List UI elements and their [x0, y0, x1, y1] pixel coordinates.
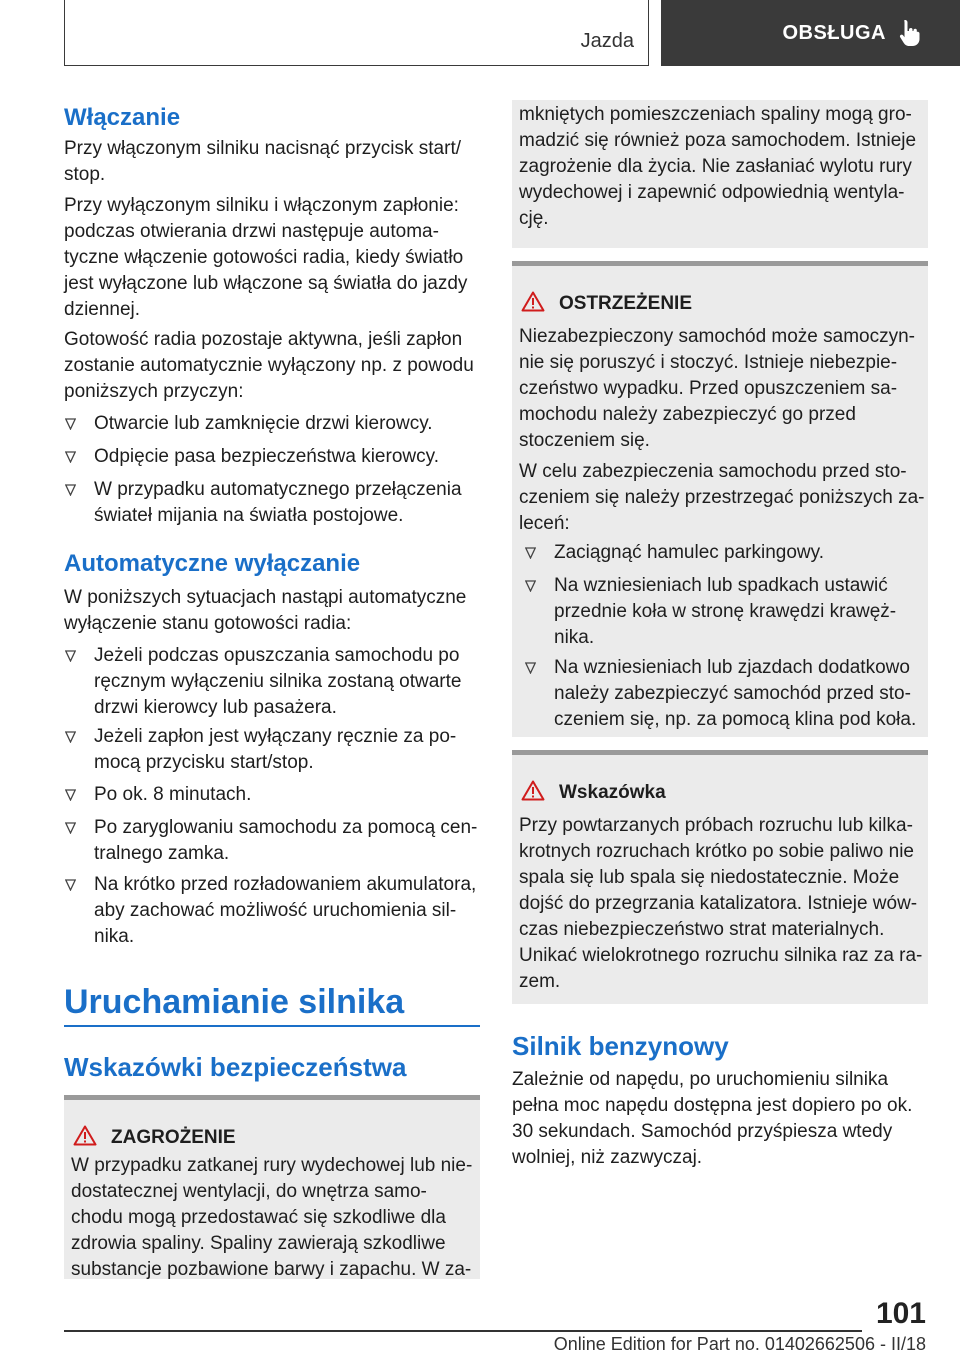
danger-title: ZAGROŻENIE	[111, 1127, 236, 1148]
heading-automatyczne: Automatyczne wyłączanie	[64, 550, 361, 577]
heading-silnik-benzynowy: Silnik benzynowy	[512, 1031, 729, 1061]
list-item	[64, 643, 480, 721]
note-box	[512, 750, 928, 1004]
footer-edition: Online Edition for Part no. 01402662506 - II/18	[553, 1334, 926, 1354]
bullet-triangle-icon	[525, 662, 536, 674]
list-item-text: Po zaryglowaniu samochodu za pomocą cen- tralnego zamka.	[94, 817, 478, 864]
note-text: Przy powtarzanych próbach rozruchu lub kilka- krotnych rozruchach krótko po sobie paliwo nie spala się lub spala się niedostatecznie. Może dojść do przegrzania katalizatora. Istnieje wów- czas niebezpieczeństwo strat materialnych. Unikać wielokrotnego rozruchu silnika raz za ra- zem.	[519, 815, 923, 992]
warning-paragraph-2: W celu zabezpieczenia samochodu przed sto- czeniem się należy przestrzegać poniższych za- leceń:	[519, 461, 925, 534]
warning-box	[512, 261, 928, 737]
danger-box	[64, 1095, 480, 1279]
warning-triangle-icon	[521, 291, 545, 312]
heading-wskazowki: Wskazówki bezpieczeństwa	[64, 1052, 407, 1082]
list-item	[64, 724, 480, 776]
danger-box-continued	[512, 100, 928, 248]
list-item	[64, 444, 480, 470]
paragraph-benzynowy: Zależnie od napędu, po uruchomieniu silnika pełna moc napędu dostępna jest dopiero po ok. 30 sekundach. Samochód przyśpiesza wtedy wolniej, niż zazwyczaj.	[512, 1069, 913, 1168]
note-title: Wskazówka	[559, 782, 666, 803]
heading-uruchamianie: Uruchamianie silnika	[64, 983, 405, 1021]
footer-rule	[64, 1330, 862, 1332]
header-tab-label: OBSŁUGA	[782, 21, 886, 44]
paragraph-start-stop: Przy włączonym silniku nacisnąć przycisk start/ stop.	[64, 138, 461, 185]
bullet-triangle-icon	[65, 650, 76, 662]
list-item-text: Jeżeli zapłon jest wyłączany ręcznie za po- mocą przycisku start/stop.	[94, 726, 457, 773]
list-item	[524, 540, 924, 566]
list-item-text: Na wzniesieniach lub spadkach ustawić przednie koła w stronę krawędzi krawęż- nika.	[554, 575, 897, 648]
list-item	[64, 782, 480, 808]
list-item	[64, 477, 480, 529]
bullet-triangle-icon	[65, 789, 76, 801]
header-tab	[661, 0, 960, 66]
bullet-triangle-icon	[65, 484, 76, 496]
heading-wlaczanie: Włączanie	[64, 104, 181, 131]
list-item-text: Jeżeli podczas opuszczania samochodu po ręcznym wyłączeniu silnika zostaną otwarte drzwi kierowcy lub pasażera.	[94, 645, 462, 718]
list-item	[64, 815, 480, 867]
bullet-triangle-icon	[65, 731, 76, 743]
list-item-text: Odpięcie pasa bezpieczeństwa kierowcy.	[94, 446, 439, 467]
bullet-triangle-icon	[65, 822, 76, 834]
paragraph-radio-active: Gotowość radia pozostaje aktywna, jeśli zapłon zostanie automatycznie wyłączony np. z powodu poniższych przyczyn:	[64, 329, 474, 402]
header-section-label: Jazda	[580, 30, 634, 52]
bullet-triangle-icon	[65, 879, 76, 891]
list-item-text: W przypadku automatycznego przełączenia świateł mijania na światła postojowe.	[94, 479, 462, 526]
list-item	[64, 872, 480, 950]
warning-triangle-icon	[521, 780, 545, 801]
paragraph-auto-off: W poniższych sytuacjach nastąpi automatyczne wyłączenie stanu gotowości radia:	[64, 587, 467, 634]
list-item-text: Na wzniesieniach lub zjazdach dodatkowo należy zabezpieczyć samochód przed sto- czeniem się, np. za pomocą klina pod koła.	[554, 657, 917, 730]
bullet-triangle-icon	[65, 418, 76, 430]
page-number: 101	[875, 1297, 926, 1330]
list-item-text: Zaciągnąć hamulec parkingowy.	[554, 542, 825, 563]
hand-pointer-icon	[898, 18, 922, 48]
list-item-text: Po ok. 8 minutach.	[94, 784, 252, 805]
heading-rule	[64, 1025, 480, 1027]
paragraph-radio-ready: Przy wyłączonym silniku i włączonym zapłonie: podczas otwierania drzwi następuje automa- tyczne włączenie gotowości radia, kiedy światło jest wyłączone lub włączone są światła do jazdy dziennej.	[64, 195, 468, 320]
bullet-triangle-icon	[65, 451, 76, 463]
danger-text-continued: mkniętych pomieszczeniach spaliny mogą gro- madzić się również poza samochodem. Istnieje zagrożenie dla życia. Nie zasłaniać wylotu rury wydechowej i zapewnić odpowiednią wentyla- cję.	[519, 104, 917, 229]
warning-triangle-icon	[73, 1125, 97, 1146]
warning-paragraph-1: Niezabezpieczony samochód może samoczyn- nie się poruszyć i stoczyć. Istnieje niebezpie- czeństwo wypadku. Przed opuszczeniem sa- mochodu należy zabezpieczyć go przed stoczeniem się.	[519, 326, 916, 451]
danger-text: W przypadku zatkanej rury wydechowej lub nie- dostatecznej wentylacji, do wnętrza samo- chodu mogą przedostawać się szkodliwe dla zdrowia spaliny. Spaliny zawierają szkodliwe substancje pozbawione barwy i zapachu. W za-	[71, 1155, 473, 1280]
list-item	[524, 573, 924, 651]
list-item	[64, 411, 480, 437]
list-item-text: Otwarcie lub zamknięcie drzwi kierowcy.	[94, 413, 433, 434]
bullet-triangle-icon	[525, 547, 536, 559]
bullet-triangle-icon	[525, 580, 536, 592]
list-item	[524, 655, 924, 733]
list-item-text: Na krótko przed rozładowaniem akumulatora, aby zachować możliwość uruchomienia sil- nika.	[94, 874, 477, 947]
header-section-box	[64, 0, 649, 66]
warning-title: OSTRZEŻENIE	[559, 293, 693, 314]
